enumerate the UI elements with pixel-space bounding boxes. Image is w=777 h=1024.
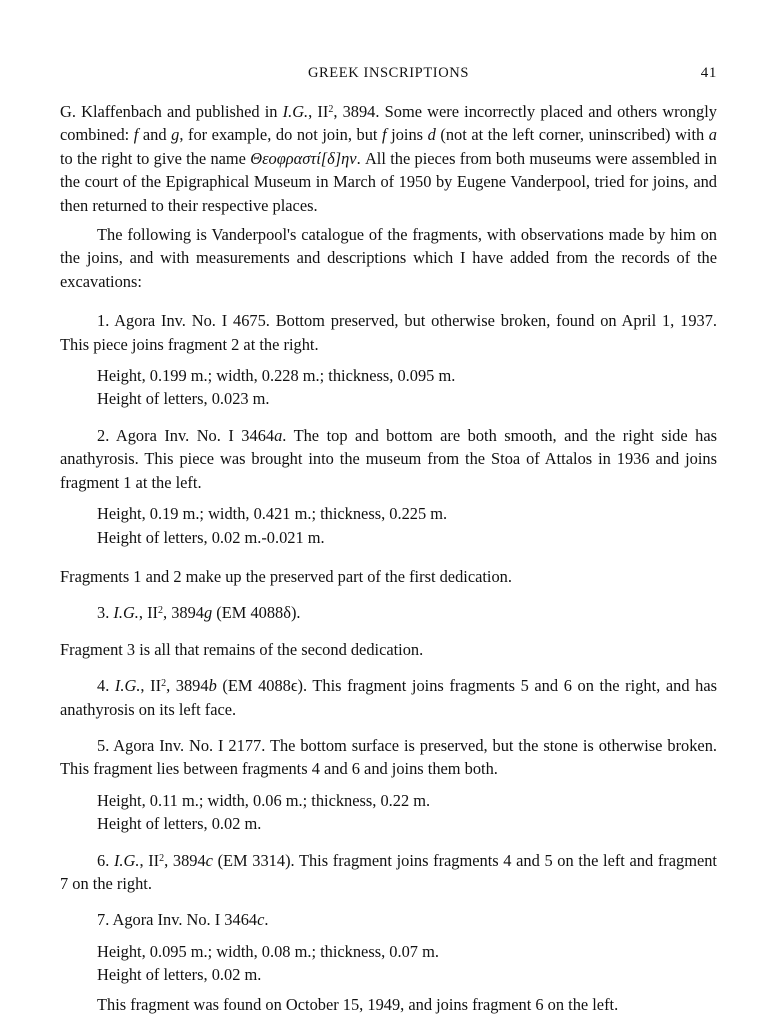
fragment-7-dimensions: Height, 0.095 m.; width, 0.08 m.; thickness, 0.07 m. xyxy=(97,941,439,961)
running-title: GREEK INSCRIPTIONS xyxy=(307,65,470,81)
fragment-2-description: 2. Agora Inv. No. I 3464a. The top and bottom are both smooth, and the right side has anathyrosis. This piece was brought into the museum from the Stoa of Attalos in 1936 and joins fragment 1 at the left. xyxy=(60,425,718,492)
running-head xyxy=(60,60,717,84)
fragment-5-dimensions: Height, 0.11 m.; width, 0.06 m.; thickness, 0.22 m. xyxy=(97,790,431,810)
fragment-5-description: 5. Agora Inv. No. I 2177. The bottom surface is preserved, but the stone is otherwise broken. This fragment lies between fragments 4 and 6 and joins them both. xyxy=(60,735,717,779)
fragment-7-letter-height: Height of letters, 0.02 m. xyxy=(97,965,262,985)
fragment-5-letter-height: Height of letters, 0.02 m. xyxy=(97,814,262,834)
intro-paragraph-1: G. Klaffenbach and published in I.G., $II^2$, 3894. Some were incorrectly placed and others wrongly combined: f and g, for example, do not join, but f joins d (not at the left corner, uninscribed) with a to the right to give the name Θεοφραστί[δ]ην. All the pieces from both museums were assembled in the court of the Epigraphical Museum in March of 1950 by Eugene Vanderpool, tried for joins, and then returned to their respective places. xyxy=(60,102,717,215)
fragment-4-description: 4. I.G., $II^2$, 3894b (EM 4088ϵ). This fragment joins fragments 5 and 6 on the right, and has anathyrosis on its left face. xyxy=(60,676,717,719)
fragment-6-description: 6. I.G., $II^2$, 3894c (EM 3314). This fragment joins fragments 4 and 5 on the left and fragment 7 on the right. xyxy=(60,850,717,893)
fragment-1-letter-height: Height of letters, 0.023 m. xyxy=(97,389,270,409)
fragment-1-dimensions: Height, 0.199 m.; width, 0.228 m.; thickness, 0.095 m. xyxy=(97,366,456,386)
fragment-3-description: 3. I.G., $II^2$, 3894g (EM 4088δ). xyxy=(97,603,301,623)
note-second-dedication: Fragment 3 is all that remains of the second dedication. xyxy=(60,639,424,659)
fragment-5-measurements xyxy=(60,789,717,836)
fragment-7-description: 7. Agora Inv. No. I 3464c. xyxy=(97,910,269,930)
page xyxy=(60,60,717,1016)
fragment-7-measurements xyxy=(60,940,717,987)
fragment-7-find-note: This fragment was found on October 15, 1949, and joins fragment 6 on the left. xyxy=(97,994,619,1014)
page-number: 41 xyxy=(700,65,717,81)
fragment-1-measurements xyxy=(60,364,717,411)
fragment-2-dimensions: Height, 0.19 m.; width, 0.421 m.; thickness, 0.225 m. xyxy=(97,504,448,524)
fragment-1-description: 1. Agora Inv. No. I 4675. Bottom preserved, but otherwise broken, found on April 1, 1937. This piece joins fragment 2 at the right. xyxy=(60,311,717,354)
note-first-dedication: Fragments 1 and 2 make up the preserved part of the first dedication. xyxy=(60,566,512,586)
intro-paragraph-2: The following is Vanderpool's catalogue of the fragments, with observations made by him on the joins, and with measurements and descriptions which I have added from the records of the excavations: xyxy=(60,225,717,291)
fragment-2-letter-height: Height of letters, 0.02 m.-0.021 m. xyxy=(97,527,325,547)
greek-name: Θεοφραστί[δ]ην xyxy=(250,148,357,168)
fragment-2-measurements xyxy=(60,502,717,549)
